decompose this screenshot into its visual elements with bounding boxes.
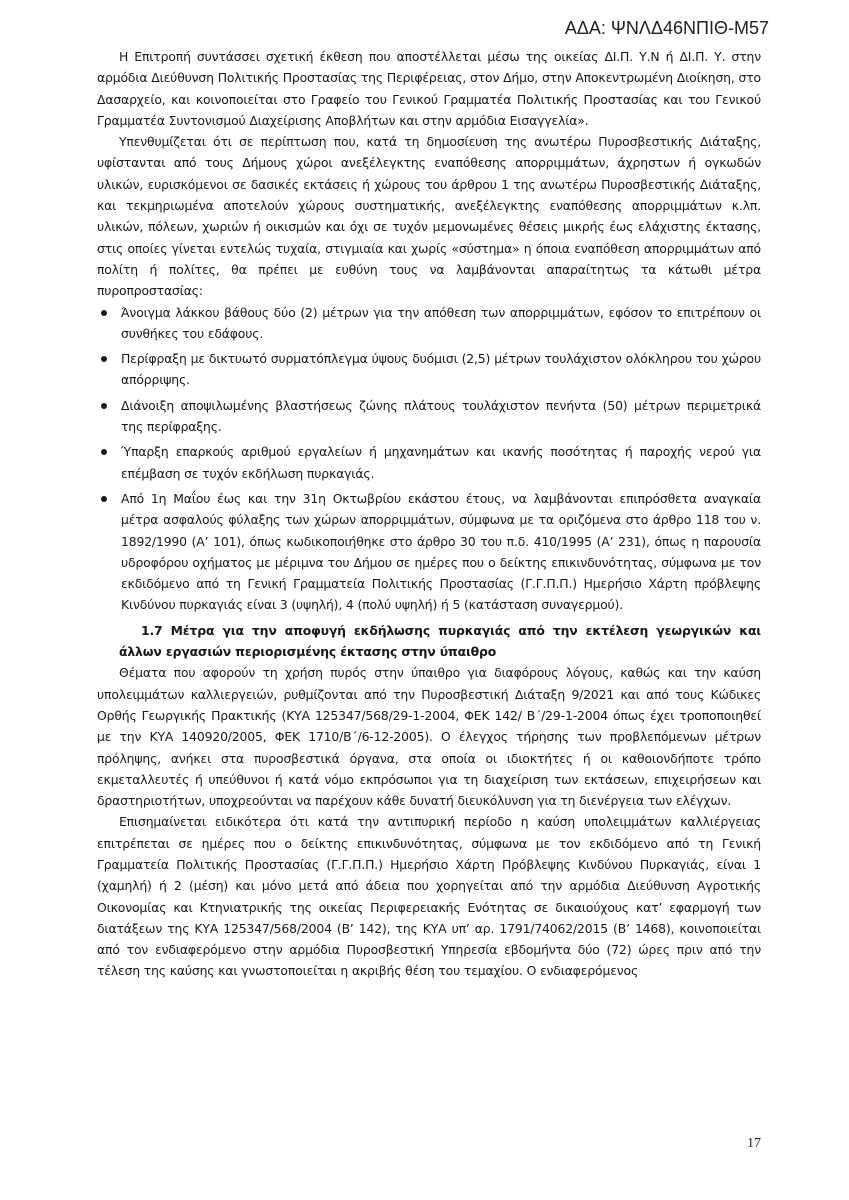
bullet-icon [101,310,107,316]
ada-code: ΑΔΑ: ΨΝΛΔ46ΝΠΙΘ-Μ57 [564,18,769,38]
list-item-text: Περίφραξη με δικτυωτό συρματόπλεγμα ύψους δυόμισι (2,5) μέτρων τουλάχιστον ολόκληρου του χώρου απόρριψης. [121,351,761,388]
paragraph-committee-report: Η Επιτροπή συντάσσει σχετική έκθεση που αποστέλλεται μέσω της οικείας ΔΙ.Π. Υ.Ν ή ΔΙ.Π. Υ. στην αρμόδια Διεύθυνση Πολιτικής Προστασίας της Περιφέρειας, στον Δήμο, στην Αποκεντρωμένη Διοίκηση, στο Δασαρχείο, και κοινοποιείται στο Γραφείο του Γενικού Γραμματέα Πολιτικής Προστασίας και του Γενικού Γραμματέα Συντονισμού Διαχείρισης Αποβλήτων και στην αρμόδια Εισαγγελία». [97,49,761,128]
document-body [97,46,761,982]
page-number: 17 [747,1136,761,1151]
paragraph-crop-burning: Επισημαίνεται ειδικότερα ότι κατά την αντιπυρική περίοδο η καύση υπολειμμάτων καλλιέργειας επιτρέπεται σε ημέρες που ο δείκτης επικινδυνότητας, σύμφωνα με τον εκδιδόμενο από τη Γενική Γραμματεία Πολιτικής Προστασίας (Γ.Γ.Π.Π.) Ημερήσιο Χάρτη Πρόβλεψης Κινδύνου Πυρκαγιάς, είναι 1 (χαμηλή) ή 2 (μέση) και μόνο μετά από άδεια που χορηγείται από την αρμόδια Διεύθυνση Αγροτικής Οικονομίας και Κτηνιατρικής της οικείας Περιφερειακής Ενότητας σε δικαιούχους κατ’ εφαρμογή των διατάξεων της ΚΥΑ 125347/568/2004 (Β’ 142), της ΚΥΑ υπ’ αρ. 1791/74062/2015 (Β’ 1468), κοινοποιείται από τον ενδιαφερόμενο στην αρμόδια Πυροσβεστική Υπηρεσία εβδομήντα δύο (72) ώρες πριν από την τέλεση της καύσης και γνωστοποιείται η ακριβής θέση του τεμαχίου. Ο ενδιαφερόμενος [97,814,761,979]
list-item [97,441,761,484]
paragraph-reminder: Υπενθυμίζεται ότι σε περίπτωση που, κατά τη δημοσίευση της ανωτέρω Πυροσβεστικής Διάταξης, υφίστανται από τους Δήμους χώροι ανεξέλεγκτης εναπόθεσης απορριμμάτων, άχρηστων ή ογκωδών υλικών, ευρισκόμενοι σε δασικές εκτάσεις ή χώρους του άρθρου 1 της ανωτέρω Πυροσβεστικής Διάταξης, και τεκμηριωμένα αποτελούν χώρους συστηματικής, ανεξέλεγκτης εναπόθεσης απορριμμάτων κ.λπ. υλικών, πόλεων, χωριών ή οικισμών και όχι σε τυχόν μεμονωμένες θέσεις μικρής έως ελάχιστης έκτασης, στις οποίες γίνεται εντελώς τυχαία, στιγμιαία και χωρίς «σύστημα» η όποια εναπόθεση απορριμμάτων από πολίτη ή πολίτες, θα πρέπει με ευθύνη τους να λαμβάνονται απαραίτητως τα κάτωθι μέτρα πυροπροστασίας: [97,134,761,299]
section-heading: 1.7 Μέτρα για την αποφυγή εκδήλωσης πυρκαγιάς από την εκτέλεση γεωργικών και άλλων εργασιών περιορισμένης έκτασης στην ύπαιθρο [119,622,761,660]
list-item-text: Ύπαρξη επαρκούς αριθμού εργαλείων ή μηχανημάτων και ικανής ποσότητας ή παροχής νερού για επέμβαση σε τυχόν εκδήλωση πυρκαγιάς. [121,444,761,481]
list-item-text: Άνοιγμα λάκκου βάθους δύο (2) μέτρων για την απόθεση των απορριμμάτων, εφόσον το επιτρέπουν οι συνθήκες του εδάφους. [121,304,761,341]
bullet-icon [101,403,107,409]
list-item [97,302,761,345]
list-item [97,395,761,438]
fire-protection-measures-list [97,302,761,616]
list-item [97,348,761,391]
bullet-icon [101,449,107,455]
list-item-text: Από 1η Μαΐου έως και την 31η Οκτωβρίου εκάστου έτους, να λαμβάνονται επιπρόσθετα αναγκαία μέτρα ασφαλούς φύλαξης των χώρων απορριμμάτων, σύμφωνα με τα οριζόμενα στο άρθρο 118 του ν. 1892/1990 (Α’ 101), όπως κωδικοποιήθηκε στο άρθρο 30 του π.δ. 410/1995 (Α’ 231), όπως η παρουσία υδροφόρου οχήματος με μέριμνα του Δήμου σε ημέρες που ο δείκτης επικινδυνότητας, σύμφωνα με τον εκδιδόμενο από τη Γενική Γραμματεία Πολιτικής Προστασίας (Γ.Γ.Π.Π.) Ημερήσιο Χάρτη πρόβλεψης Κινδύνου πυρκαγιάς είναι 3 (υψηλή), 4 (πολύ υψηλή) ή 5 (κατάσταση συναγερμού). [121,490,761,613]
list-item-text: Διάνοιξη αποψιλωμένης βλαστήσεως ζώνης πλάτους τουλάχιστον πενήντα (50) μέτρων περιμετρικά της περίφραξης. [121,397,761,435]
bullet-icon [101,356,107,362]
list-item [97,488,761,616]
bullet-icon [101,496,107,502]
paragraph-fire-use: Θέματα που αφορούν τη χρήση πυρός στην ύπαιθρο για διαφόρους λόγους, καθώς και την καύση υπολειμμάτων καλλιεργειών, ρυθμίζονται από την Πυροσβεστική Διάταξη 9/2021 και από τους Κώδικες Ορθής Γεωργικής Πρακτικής (ΚΥΑ 125347/568/29-1-2004, ΦΕΚ 142/ Β΄/29-1-2004 όπως έχει τροποποιηθεί με την ΚΥΑ 140920/2005, ΦΕΚ 1710/Β΄/6-12-2005). Ο έλεγχος τήρησης των προβλεπόμενων μέτρων πρόληψης, ανήκει στα πυροσβεστικά όργανα, στα οποία οι ιδιοκτήτες ή οι καθοιονδήποτε τρόπο εκμεταλλευτές ή υπεύθυνοι ή κατά νόμο εκπρόσωποι για τη διαχείριση των εκτάσεων, επιχειρήσεων και δραστηριοτήτων, υποχρεούνται να παρέχουν κάθε δυνατή διευκόλυνση για τη διενέργεια των ελέγχων. [97,665,761,809]
